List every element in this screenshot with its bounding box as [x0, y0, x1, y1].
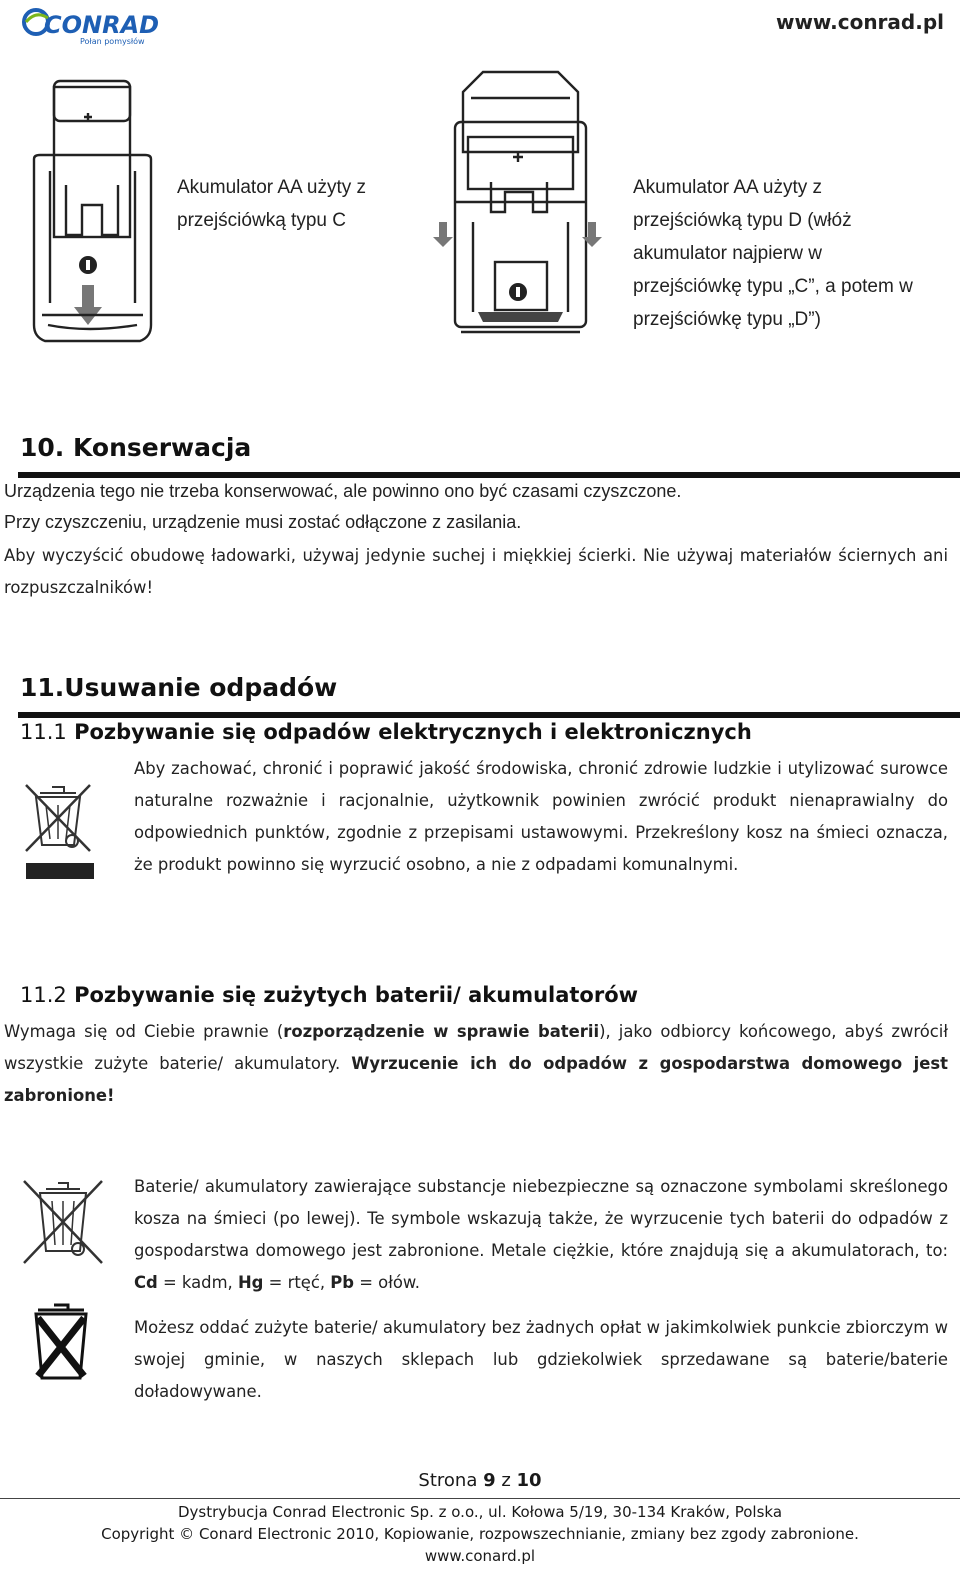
- brand-name: CONRAD: [44, 11, 160, 39]
- footer-text: Dystrybucja Conrad Electronic Sp. z o.o., ul. Kołowa 5/19, 30-134 Kraków, Polska Copyright © Conard Electronic 2010, Kopiowanie, rozpowszechnianie, zmiany bez zgody zabronione. www.conard.pl: [101, 1503, 859, 1565]
- section-11-1-heading: 11.1 Pozbywanie się odpadów elektrycznych i elektronicznych: [20, 720, 752, 744]
- bold-crossed-bin-icon: [28, 1302, 94, 1384]
- section-11-rule: [18, 712, 960, 718]
- conrad-logo: [22, 6, 160, 46]
- section-10-title: 10. Konserwacja: [20, 433, 252, 462]
- section-11-1-text: Aby zachować, chronić i poprawić jakość środowiska, chronić zdrowie ludzkie i utylizować surowce naturalne rozważnie i racjonalnie, użytkownik powinien zwrócić produkt nienaprawialny do odpowiednich punktów, zgodnie z przepisami ustawowymi. Przekreślony kosz na śmieci oznacza, że produkt powinno się wyrzucić osobno, a nie z odpadami komunalnymi.: [134, 759, 948, 874]
- brand-slogan: Połan pomysłów: [80, 37, 145, 46]
- section-11-2-paragraph-1: Wymaga się od Ciebie prawnie (rozporządzenie w sprawie baterii), jako odbiorcy końcowego, abyś zwrócił wszystkie zużyte baterie/ akumulatory. Wyrzucenie ich do odpadów z gospodarstwa domowego jest zabronione!: [4, 1022, 948, 1105]
- adapter-d-illustration: [433, 62, 608, 362]
- caption-adapter-d: Akumulator AA użyty z przejściówką typu D (włóż akumulator najpierw w przejściówkę typu „C”, a potem w przejściówkę typu „D”): [633, 177, 913, 330]
- crossed-bin-icon: [22, 775, 97, 885]
- caption-adapter-c: Akumulator AA użyty z przejściówką typu C: [177, 177, 367, 231]
- adapter-c-illustration: [30, 75, 155, 360]
- footer-rule: [0, 1498, 960, 1499]
- section-11-2-paragraph-3: Możesz oddać zużyte baterie/ akumulatory bez żadnych opłat w jakimkolwiek punkcie zbiorczym w swojej gminie, w naszych sklepach lub gdziekolwiek sprzedawane są baterie/baterie doładowywane.: [134, 1318, 948, 1401]
- header-website: www.conrad.pl: [775, 10, 944, 34]
- section-11-2-paragraph-2: Baterie/ akumulatory zawierające substancje niebezpieczne są oznaczone symbolami skreślonego kosza na śmieci (po lewej). Te symbole wskazują także, że wyrzucenie tych baterii do odpadów z gospodarstwa domowego jest zabronione. Metale ciężkie, które znajdują się a akumulatorach, to: Cd = kadm, Hg = rtęć, Pb = ołów.: [134, 1177, 948, 1292]
- page-number: Strona 9 z 10: [418, 1470, 542, 1491]
- section-11-title: 11.Usuwanie odpadów: [20, 673, 338, 702]
- section-10-paragraph: Aby wyczyścić obudowę ładowarki, używaj jedynie suchej i miękkiej ścierki. Nie używaj materiałów ściernych ani rozpuszczalników!: [4, 546, 948, 597]
- battery-crossed-bin-icon: [18, 1175, 108, 1270]
- section-10-lines: Urządzenia tego nie trzeba konserwować, ale powinno ono być czasami czyszczone. Przy czyszczeniu, urządzenie musi zostać odłączone z zasilania.: [4, 481, 682, 532]
- section-11-2-heading: 11.2 Pozbywanie się zużytych baterii/ akumulatorów: [20, 983, 639, 1007]
